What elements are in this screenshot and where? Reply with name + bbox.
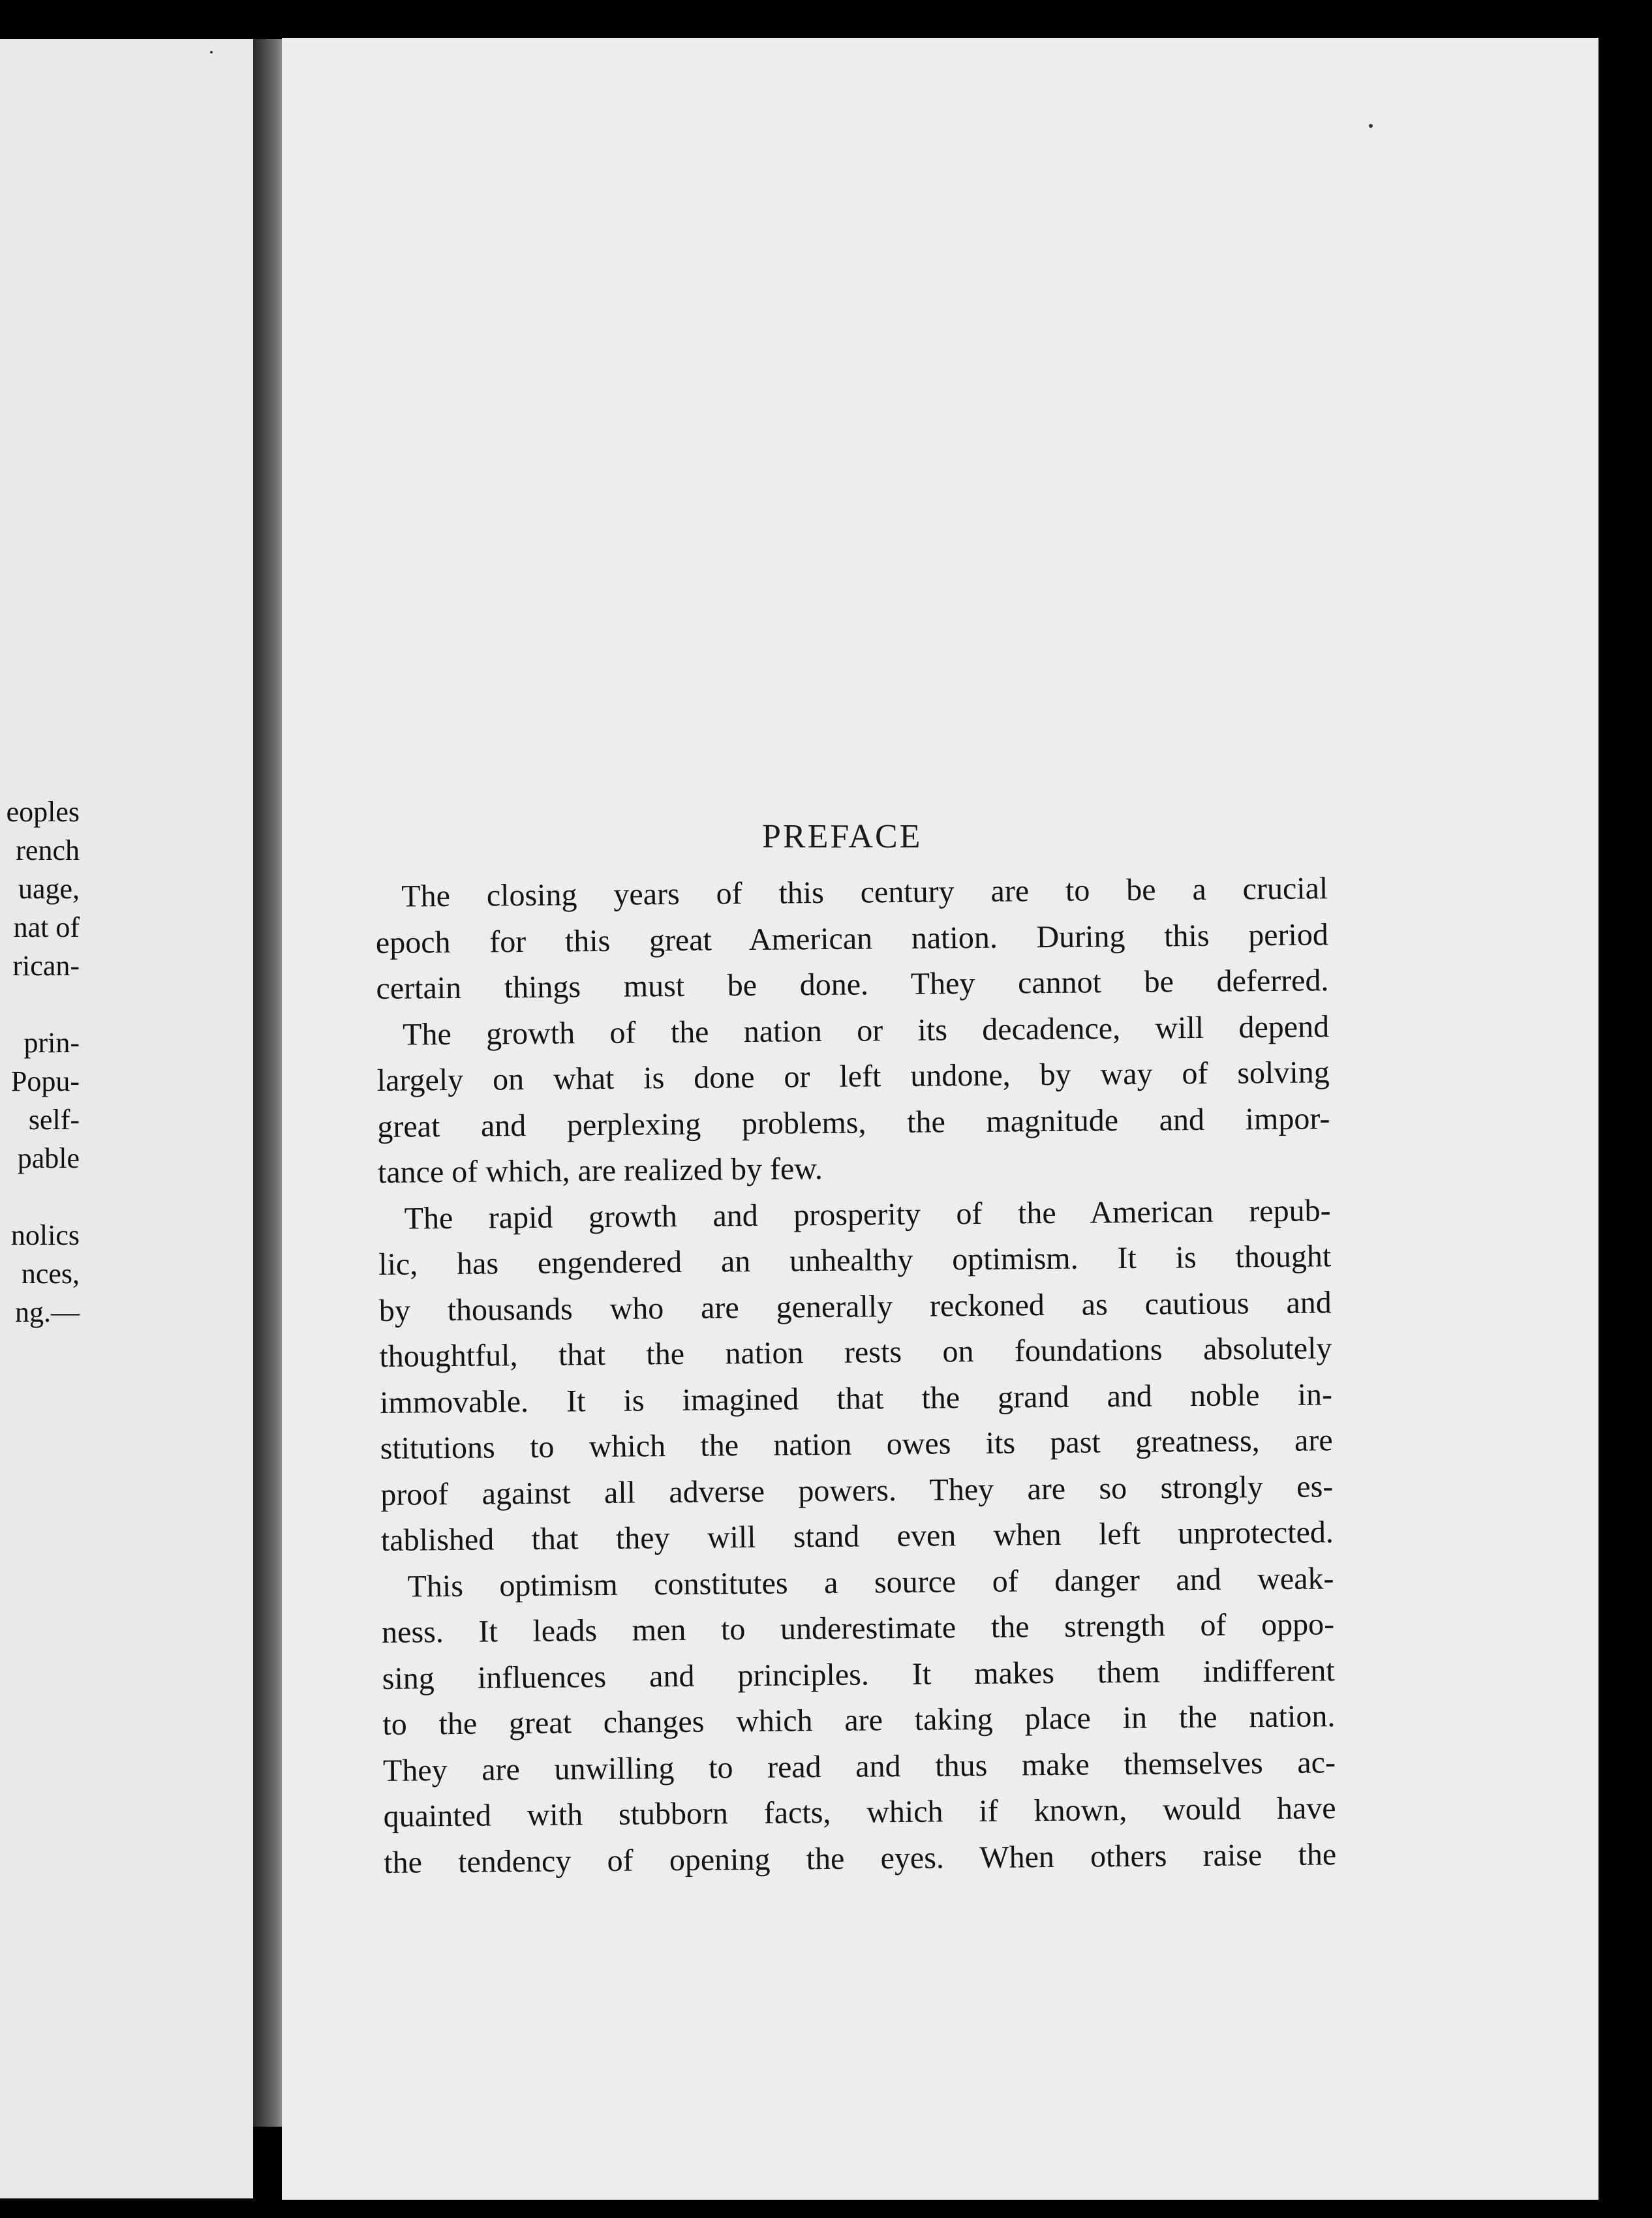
left-fragment: nolics [10,1219,80,1251]
text-line: The rapid growth and prosperity of the American repub- [404,1193,1331,1236]
left-fragment: self- [28,1104,80,1136]
left-fragment: rican- [12,950,80,982]
text-line: They are unwilling to read and thus make themselves ac- [382,1744,1336,1788]
preface-body [375,866,1336,1886]
text-line: tablished that they will stand even when left unprotected. [380,1515,1334,1558]
text-line: to the great changes which are taking place in the nation. [382,1699,1336,1742]
left-page-fragments [0,793,80,1331]
left-fragment: nces, [21,1258,80,1290]
text-line: certain things must be done. They cannot be deferred. [376,963,1329,1006]
left-page [0,39,253,2198]
text-line: immovable. It is imagined that the grand and noble in- [379,1376,1333,1420]
page-title: PREFACE [762,818,923,855]
left-fragment: ng.— [15,1296,80,1328]
left-fragment: nat of [13,911,80,943]
text-line: thoughtful, that the nation rests on foundations absolutely [379,1331,1332,1374]
left-fragment: prin- [23,1027,80,1059]
text-line: tance of which, are realized by few. [377,1151,823,1190]
scan-speck [1369,124,1373,128]
text-line: sing influences and principles. It makes them indifferent [382,1652,1335,1696]
text-line: The closing years of this century are to be a crucial [401,871,1328,914]
text-line: The growth of the nation or its decadence, will depend [402,1009,1330,1052]
text-line: great and perplexing problems, the magnitude and impor- [377,1101,1330,1144]
text-line: stitutions to which the nation owes its past greatness, are [380,1423,1333,1466]
left-fragment: Popu- [10,1065,80,1097]
left-fragment: uage, [18,873,80,905]
text-line: lic, has engendered an unhealthy optimism. It is thought [378,1239,1332,1282]
text-line: largely on what is done or left undone, by way of solving [376,1055,1330,1098]
text-line: quainted with stubborn facts, which if known, would have [383,1791,1336,1834]
left-fragment: rench [16,834,80,866]
text-line: proof against all adverse powers. They are so strongly es- [380,1468,1334,1512]
text-line: ness. It leads men to underestimate the strength of oppo- [381,1607,1335,1650]
text-line: by thousands who are generally reckoned as cautious and [378,1284,1332,1328]
text-line: the tendency of opening the eyes. When others raise the [383,1836,1337,1880]
text-line: epoch for this great American nation. During this period [375,917,1329,960]
scan-speck [210,51,213,53]
text-line: This optimism constitutes a source of danger and weak- [407,1560,1334,1604]
left-fragment: eoples [6,796,80,828]
left-fragment: pable [17,1142,80,1174]
